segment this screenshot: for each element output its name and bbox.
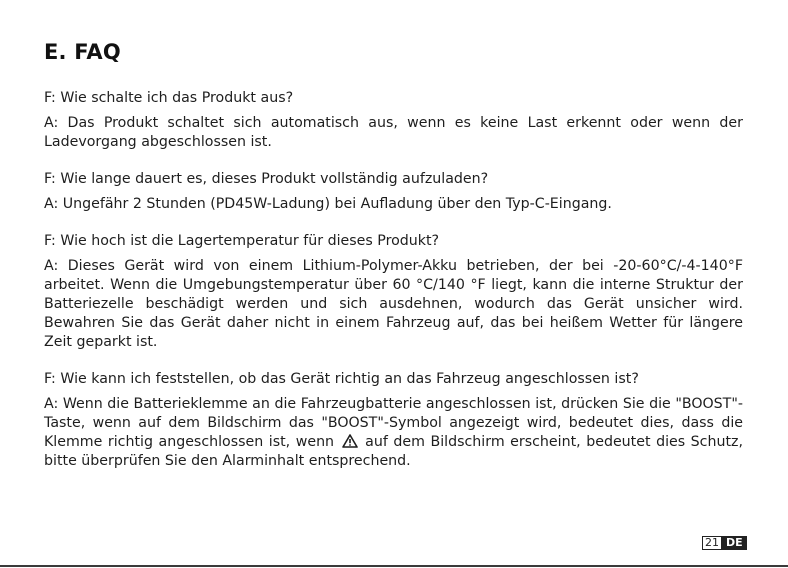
page-footer-marker — [702, 536, 747, 550]
faq-question: F: Wie schalte ich das Produkt aus? — [44, 90, 294, 106]
faq-item-1 — [44, 89, 743, 152]
faq-answer: A: Dieses Gerät wird von einem Lithium-Polymer-Akku betrieben, der bei -20-60°C/-4-140°F arbeitet. Wenn die Umgebungstemperatur über 60 °C/140 °F liegt, kann die interne Struktur der Batteriezelle beschädigt werden und sich ausdehnen, wodurch das Gerät unsicher wird. Bewahren Sie das Gerät daher nicht in einem Fahrzeug auf, das bei heißem Wetter für längere Zeit geparkt ist. — [44, 258, 743, 350]
faq-answer-part-1: A: Wenn die Batterieklemme an die Fahrzeugbatterie angeschlossen ist, drücken Sie die "BOOST"-Taste, wenn auf dem Bildschirm das "BOOST"-Symbol angezeigt wird, bedeutet dies, dass die Klemme richtig angeschlossen ist, wenn — [44, 396, 743, 450]
warning-triangle-icon — [342, 434, 358, 448]
language-badge: DE — [722, 536, 747, 550]
bottom-divider — [0, 565, 788, 567]
faq-item-3 — [44, 232, 743, 352]
manual-page — [44, 0, 743, 568]
section-heading: E. FAQ — [44, 40, 121, 64]
faq-item-2 — [44, 170, 743, 214]
faq-answer — [44, 395, 743, 471]
faq-answer: A: Ungefähr 2 Stunden (PD45W-Ladung) bei Aufladung über den Typ-C-Eingang. — [44, 196, 612, 212]
faq-item-4 — [44, 370, 743, 471]
page-number: 21 — [702, 536, 722, 550]
faq-question: F: Wie kann ich feststellen, ob das Gerät richtig an das Fahrzeug angeschlossen ist? — [44, 371, 639, 387]
faq-question: F: Wie hoch ist die Lagertemperatur für dieses Produkt? — [44, 233, 440, 249]
faq-question: F: Wie lange dauert es, dieses Produkt vollständig aufzuladen? — [44, 171, 489, 187]
faq-answer: A: Das Produkt schaltet sich automatisch aus, wenn es keine Last erkennt oder wenn der Ladevorgang abgeschlossen ist. — [44, 115, 743, 150]
faq-answer-part-2: auf dem Bildschirm erscheint, bedeutet dies Schutz, bitte überprüfen Sie den Alarminhalt entsprechend. — [44, 434, 743, 469]
